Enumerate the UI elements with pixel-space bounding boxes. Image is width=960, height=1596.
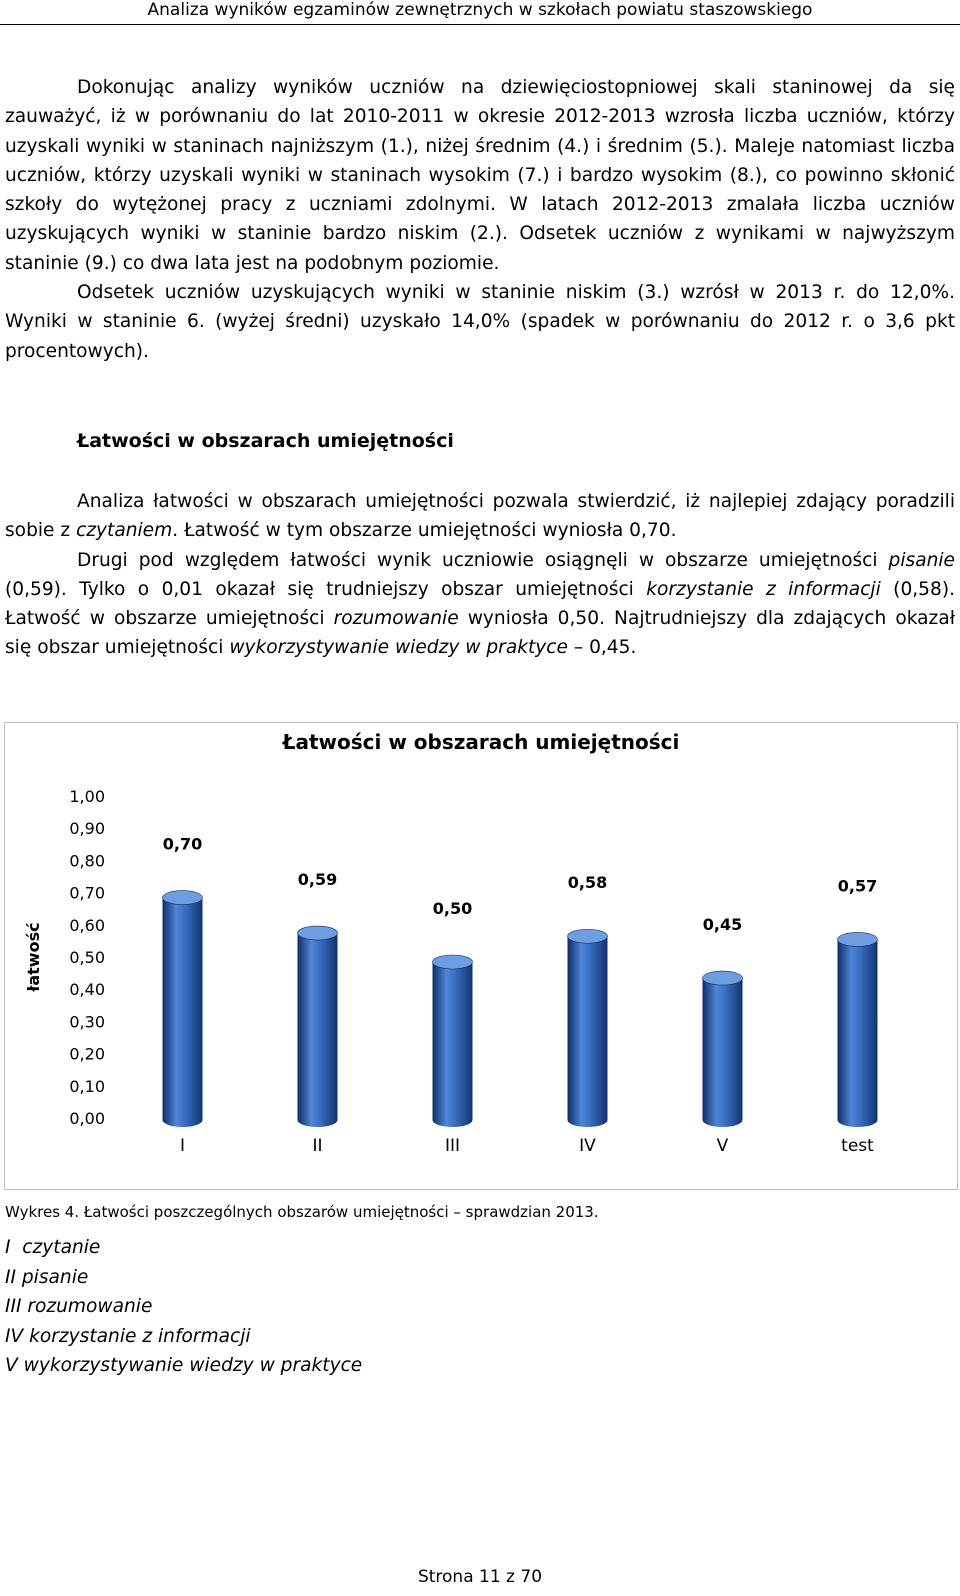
- intro-text: [5, 73, 955, 366]
- bar-value-label: 0,57: [837, 876, 878, 896]
- analysis-p2-em-2: korzystanie z informacji: [646, 578, 881, 600]
- x-tick-label: I: [179, 1136, 186, 1156]
- analysis-paragraph-2: [5, 546, 955, 663]
- y-tick-label: 0,60: [69, 915, 105, 935]
- x-tick-label: II: [312, 1136, 323, 1156]
- bar: [838, 939, 878, 1127]
- analysis-p2-text-b: (0,59). Tylko o 0,01 okazał się trudniejszy obszar umiejętności: [5, 578, 647, 600]
- bar-top: [298, 926, 338, 940]
- bar: [298, 933, 338, 1127]
- x-tick-label: IV: [579, 1136, 596, 1156]
- legend-item: II pisanie: [5, 1266, 89, 1288]
- bar: [163, 898, 203, 1127]
- legend-item: V wykorzystywanie wiedzy w praktyce: [5, 1355, 363, 1376]
- y-axis-label: łatwość: [24, 922, 43, 992]
- bars: [163, 891, 878, 1127]
- analysis-p2-text-e: – 0,45.: [567, 637, 637, 659]
- y-tick-label: 0,30: [69, 1012, 105, 1032]
- analysis-p2-text-c: (0,58). Łatwość w obszarze umiejętności: [5, 578, 956, 630]
- analysis-p2-em-1: pisanie: [888, 549, 955, 571]
- y-tick-label: 0,20: [69, 1044, 105, 1064]
- x-tick-label: V: [716, 1136, 729, 1156]
- page-footer: [0, 1567, 960, 1587]
- analysis-paragraph-1: [5, 487, 955, 546]
- header-divider: [0, 24, 960, 25]
- y-tick-label: 0,00: [69, 1109, 105, 1128]
- bar-top: [703, 971, 743, 985]
- area-legend: [5, 1233, 362, 1381]
- bar: [433, 962, 473, 1127]
- legend-item: I czytanie: [5, 1237, 101, 1258]
- chart-container: [4, 722, 958, 1190]
- intro-paragraph-2: Odsetek uczniów uzyskujących wyniki w staninie niskim (3.) wzrósł w 2013 r. do 12,0%. Wyniki w staninie 6. (wyżej średni) uzyskało 14,0% (spadek w porównaniu do 2012 r. o 3,6 pkt procentowych).: [5, 282, 955, 362]
- bar-value-label: 0,70: [162, 834, 203, 854]
- analysis-p1-text-a: Analiza łatwości w obszarach umiejętności pozwala stwierdzić, iż najlepiej zdający poradzili sobie z: [5, 491, 955, 542]
- page-header: [0, 0, 960, 20]
- y-tick-label: 0,10: [69, 1076, 105, 1096]
- bar-top: [568, 929, 608, 943]
- bar-top: [163, 891, 203, 905]
- analysis-p2-em-4: wykorzystywanie wiedzy w praktyce: [229, 637, 568, 659]
- bar-value-label: 0,59: [297, 870, 338, 890]
- analysis-p1-text-b: . Łatwość w tym obszarze umiejętności wyniosła 0,70.: [172, 520, 677, 542]
- value-labels: [163, 835, 877, 935]
- y-tick-label: 0,70: [69, 883, 105, 903]
- analysis-p2-text-a: Drugi pod względem łatwości wynik uczniowie osiągnęli w obszarze umiejętności: [77, 549, 889, 571]
- analysis-p2-em-3: rozumowanie: [333, 608, 459, 630]
- y-tick-label: 0,80: [69, 851, 105, 871]
- section-heading: Łatwości w obszarach umiejętności: [77, 430, 454, 452]
- page-number: Strona 11 z 70: [417, 1567, 543, 1587]
- figure-caption: Wykres 4. Łatwości poszczególnych obszarów umiejętności – sprawdzian 2013.: [5, 1203, 599, 1221]
- bar-value-label: 0,50: [432, 899, 473, 918]
- bar-value-label: 0,58: [567, 873, 608, 893]
- x-axis-ticks: [180, 1136, 874, 1156]
- legend-item: IV korzystanie z informacji: [5, 1325, 251, 1347]
- y-axis-ticks: [69, 787, 105, 1128]
- chart-title: Łatwości w obszarach umiejętności: [282, 730, 680, 754]
- x-tick-label: test: [841, 1136, 874, 1156]
- bar-top: [838, 932, 878, 946]
- y-tick-label: 0,40: [69, 980, 105, 1000]
- header-title: Analiza wyników egzaminów zewnętrznych w szkołach powiatu staszowskiego: [147, 0, 813, 20]
- analysis-text: [5, 487, 955, 663]
- y-tick-label: 1,00: [69, 787, 105, 806]
- legend-item: III rozumowanie: [5, 1296, 153, 1317]
- bar-chart: [5, 723, 957, 1189]
- x-tick-label: III: [444, 1136, 461, 1156]
- bar: [703, 978, 743, 1127]
- y-tick-label: 0,90: [69, 819, 105, 839]
- analysis-p2-text-d: wyniosła 0,50. Najtrudniejszy dla zdających okazał się obszar umiejętności: [5, 608, 955, 659]
- bar-top: [433, 955, 473, 969]
- intro-paragraph-1: Dokonując analizy wyników uczniów na dziewięciostopniowej skali staninowej da się zauważyć, iż w porównaniu do lat 2010-2011 w okresie 2012-2013 wzrosła liczba uczniów, którzy uzyskali wyniki w staninach najniższym (1.), niżej średnim (4.) i średnim (5.). Maleje natomiast liczba uczniów, którzy uzyskali wyniki w staninach wysokim (7.) i bardzo wysokim (8.), co powinno skłonić szkoły do wytężonej pracy z uczniami zdolnymi. W latach 2012-2013 zmalała liczba uczniów uzyskujących wyniki w staninie bardzo niskim (2.). Odsetek uczniów z wynikami w najwyższym staninie (9.) co dwa lata jest na podobnym poziomie.: [5, 77, 955, 274]
- y-tick-label: 0,50: [69, 948, 105, 967]
- bar: [568, 936, 608, 1127]
- bar-value-label: 0,45: [702, 915, 743, 935]
- analysis-p1-em: czytaniem: [76, 520, 173, 542]
